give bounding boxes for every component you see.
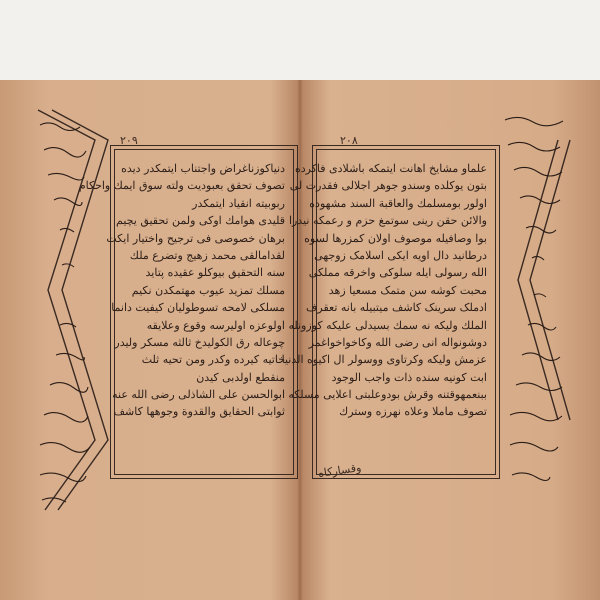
text-line: عزمش ولیکه وکرتاوی ووسولر ال اکیوه الدنیا (281, 353, 487, 367)
margin-script-right (505, 117, 563, 480)
catchword: وقسارکاه (317, 461, 363, 480)
page-number-left: ٢٠٩ (120, 134, 138, 147)
text-line: تصوف ماملا وعلاه نهرزه وسترك (339, 405, 487, 419)
text-line: ببنعمهوقتنه وقرش بودوعلبتی اعلایی مسلكه (288, 388, 487, 402)
text-line: قلیدی هوامك اوکی ولمن تحقیق یچیم (116, 214, 285, 228)
margin-border-left-inner (52, 110, 108, 510)
page-number-right: ٢٠٨ (340, 134, 358, 147)
text-line: دوشونواله انی رضی الله وکاخواخواغمز (308, 335, 487, 349)
text-line: چوعاله رق الکولیدخ ثالثه مسکر ولیدر (114, 335, 285, 349)
text-line: ابوالحسن علی الشاذلی رضی الله عنه (112, 388, 285, 402)
text-line: محبت کوشه سن متمک مسعیا زهد (328, 283, 487, 297)
margin-border-right (530, 140, 570, 420)
text-block-right (281, 160, 487, 421)
text-line: لقدامالقی محمد زهیج وتضرع ملك (129, 248, 285, 262)
text-line: برهان خصوصی فی ترجیح واختیار ایکت (106, 231, 285, 245)
text-line: سنه التحقیق بیوکلو عقیده پتاید (145, 266, 285, 280)
text-line: ثوابتی الحقایق والقدوة وجوهها کاشف (113, 405, 285, 419)
text-line: بوا وصافیله موصوف اولان کمزرها لسوه (304, 231, 487, 245)
text-line: خاتیه کیرده وکدر ومن تحیه ثلث (141, 353, 285, 367)
text-line: ابت کونیه سنده ذات واجب الوجود (331, 370, 487, 384)
text-block-left (78, 160, 285, 421)
text-frame-left (78, 145, 298, 479)
text-line: مسلك تمزید عیوب مهتمکدن نکیم (131, 283, 285, 297)
text-line: بتون یوکلده وسندو جوهر اجلالی فقدرت لی (289, 179, 487, 193)
text-frame-right (281, 145, 500, 479)
text-line: دنیاکوزناغراض واجتناب ایتمکدر دیده (121, 162, 285, 175)
text-line: تصوف تحقق بعبودیت ولته سوق ایمك واحکام (78, 179, 285, 193)
left-page (0, 80, 300, 600)
text-line: والائن حقن رینی سوتمغ حزم و رعمکه نیدرا (288, 214, 487, 228)
book-spread (0, 80, 600, 600)
text-line: الملك ولیکه نه سمك بسیدلی علیکه کوزونله (288, 318, 487, 332)
right-page (281, 80, 600, 600)
text-line: منقطع اولدبی کیدن (196, 370, 285, 384)
text-line: ربوبیته انقیاد ایتمکدر (192, 196, 285, 210)
text-line: مسلکی لامحه تسوطولیان کیفیت دانما (111, 301, 285, 315)
text-line: الله رسولی ایله سلوکی واخرقه مملکی (308, 266, 487, 280)
text-line: اولور بومسلمك والعاقبة السند مشهوده (309, 196, 487, 210)
margin-border-right-inner (518, 140, 558, 420)
text-line: ادملک سرینک کاشف میتبیله بانه تعقرف (305, 301, 487, 315)
text-line: درطانید دال اویه ایکی اسلامک زوجهی (314, 248, 487, 262)
text-line: اولوعزه اولیرسه وقوع وعلایقه (146, 318, 285, 332)
text-line: علماو مشایخ اهانت ایتمکه باشلادی فاکرده (294, 162, 487, 175)
